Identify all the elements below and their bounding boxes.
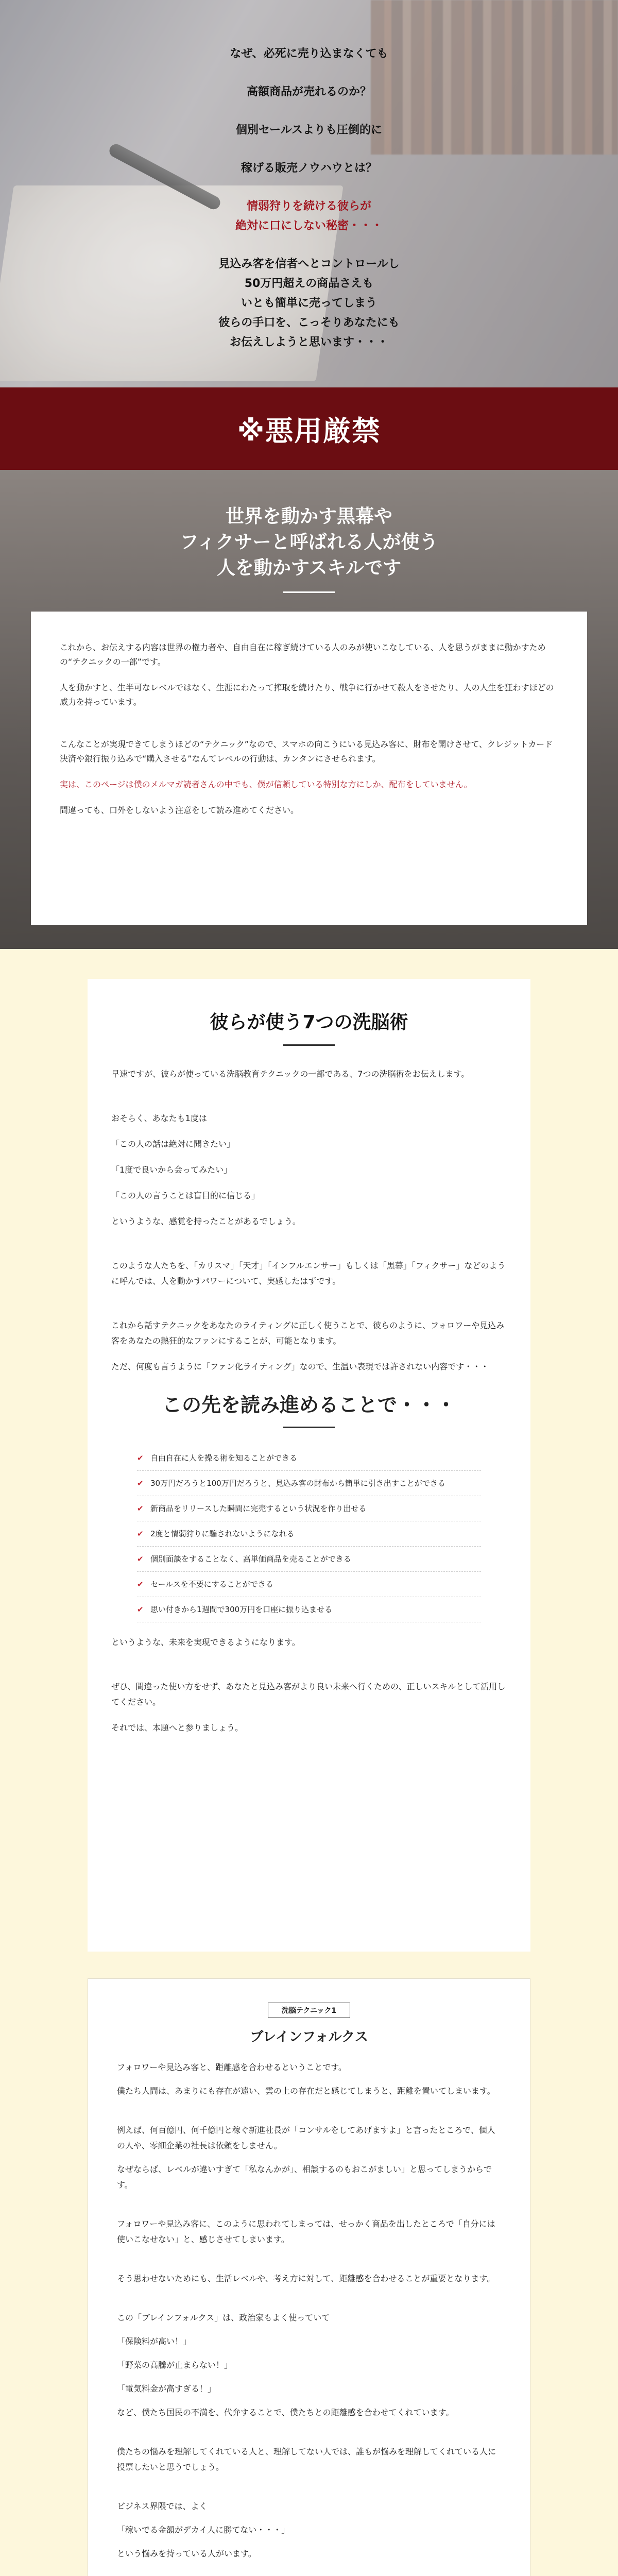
list-item: ✔ セールスを不要にすることができる: [137, 1572, 481, 1597]
hero-closing-line: 彼らの手口を、こっそりあなたにも: [218, 316, 400, 329]
hero-closing-line: 見込み客を信者へとコントロールし: [218, 258, 400, 270]
quote: 「1度で良いから会ってみたい」: [111, 1165, 232, 1175]
check-icon: ✔: [137, 1605, 144, 1614]
list-item: ✔ 思い付きから1週間で300万円を口座に振り込ませる: [137, 1597, 481, 1622]
quote: 「この人の話は絶対に聞きたい」: [111, 1139, 235, 1149]
hero-red-line: 絶対に口にしない秘密・・・: [235, 219, 383, 232]
intro-title-line: フィクサーと呼ばれる人が使う: [180, 532, 438, 553]
intro-section: [0, 470, 618, 949]
paragraph: ビジネス界隈では、よく: [117, 2501, 208, 2511]
paragraph: 例えば、何百億円、何千億円と稼ぐ新進社長が「コンサルをしてあげますよ」と言ったところで、個人の人や、零細企業の社長は依頼をしません。: [117, 2125, 495, 2150]
hero-closing-line: お伝えしようと思います・・・: [229, 336, 388, 349]
technique-card-1: [88, 1978, 530, 2576]
title-divider: [283, 1044, 335, 1046]
quote: 「保険料が高い！」: [117, 2336, 192, 2346]
intro-title: [0, 470, 618, 593]
paragraph: フォロワーや見込み客に、このように思われてしまっては、せっかく商品を出したところで「自分には使いこなせない」と、感じさせてしまいます。: [117, 2219, 495, 2244]
hero-closing-line: 50万円超えの商品さえも: [244, 277, 374, 290]
paragraph: 僕たち人間は、あまりにも存在が遠い、雲の上の存在だと感じてしまうと、距離を置いてしまいます。: [117, 2086, 495, 2096]
benefit-checklist: [137, 1446, 481, 1622]
intro-title-line: 人を動かすスキルです: [216, 557, 402, 579]
list-item: ✔ 新商品をリリースした瞬間に完売するという状況を作り出せる: [137, 1496, 481, 1521]
paragraph: という悩みを持っている人がいます。: [117, 2549, 256, 2558]
hero-line: 高額商品が売れるのか？: [246, 86, 371, 98]
intro-card: [31, 612, 587, 925]
hero-section: [0, 0, 618, 387]
check-icon: ✔: [137, 1529, 144, 1538]
technique-title: ブレインフォルクス: [250, 2029, 368, 2045]
paragraph: というような、感覚を持ったことがあるでしょう。: [111, 1216, 301, 1226]
paragraph: 間違っても、口外をしないよう注意をして読み進めてください。: [60, 805, 299, 815]
paragraph: なぜならば、レベルが違いすぎて「私なんかが」、相談するのもおこがましい」と思ってしまうからです。: [117, 2164, 492, 2190]
quote: 「電気料金が高すぎる！」: [117, 2384, 216, 2394]
list-item: ✔ 30万円だろうと100万円だろうと、見込み客の財布から簡単に引き出すことができる: [137, 1471, 481, 1496]
warning-banner: [0, 387, 618, 470]
intro-title-line: 世界を動かす黒幕や: [225, 506, 392, 527]
hero-text: [0, 44, 618, 352]
paragraph: この「ブレインフォルクス」は、政治家もよく使っていて: [117, 2313, 330, 2323]
quote: 「稼いでる金額がデカイ人に勝てない・・・」: [117, 2525, 290, 2535]
list-item: ✔ 自由自在に人を操る術を知ることができる: [137, 1446, 481, 1471]
paragraph: 人を動かすと、生半可なレベルではなく、生涯にわたって搾取を続けたり、戦争に行かせて殺人をさせたり、人の人生を狂わすほどの威力を持っています。: [60, 683, 554, 707]
paragraph: このような人たちを、「カリスマ」「天才」「インフルエンサー」もしくは「黒幕」「フィクサー」などのように呼んでは、人を動かすパワーについて、実感したはずです。: [111, 1261, 506, 1286]
hero-line: 個別セールスよりも圧倒的に: [235, 124, 383, 137]
check-icon: ✔: [137, 1580, 144, 1589]
paragraph: それでは、本題へと参りましょう。: [111, 1723, 244, 1733]
paragraph: これから話すテクニックをあなたのライティングに正しく使うことで、彼らのように、フォロワーや見込み客をあなたの熱狂的なファンにすることが、可能となります。: [111, 1320, 505, 1346]
paragraph: 僕たちの悩みを理解してくれている人と、理解してない人では、誰もが悩みを理解してくれている人に投票したいと思うでしょう。: [117, 2447, 496, 2472]
paragraph: ぜひ、間違った使い方をせず、あなたと見込み客がより良い未来へ行くための、正しいスキルとして活用してください。: [111, 1682, 506, 1707]
hero-line: なぜ、必死に売り込まなくても: [230, 47, 388, 60]
paragraph: 早速ですが、彼らが使っている洗脳教育テクニックの一部である、7つの洗脳術をお伝えします。: [111, 1069, 470, 1079]
paragraph: など、僕たち国民の不満を、代弁することで、僕たちとの距離感を合わせてくれています。: [117, 2408, 454, 2417]
paragraph: ただ、何度も言うように「ファン化ライティング」なので、生温い表現では許されない内容です・・・: [111, 1362, 489, 1371]
warning-title: ※悪用厳禁: [237, 414, 381, 447]
check-icon: ✔: [137, 1453, 144, 1463]
paragraph-highlight: 実は、このページは僕のメルマガ読者さんの中でも、僕が信頼している特別な方にしか、配布をしていません。: [60, 779, 472, 789]
title-divider: [283, 1427, 335, 1428]
quote: 「野菜の高騰が止まらない！」: [117, 2360, 233, 2370]
list-item: ✔ 個別面談をすることなく、高単価商品を売ることができる: [137, 1547, 481, 1572]
quote: 「この人の言うことは盲目的に信じる」: [111, 1191, 260, 1200]
section-title: 彼らが使う7つの洗脳術: [210, 1012, 408, 1033]
paragraph: おそらく、あなたも1度は: [111, 1113, 207, 1123]
hero-line: 稼げる販売ノウハウとは？: [241, 162, 377, 175]
check-icon: ✔: [137, 1479, 144, 1488]
paragraph: フォロワーや見込み客と、距離感を合わせるということです。: [117, 2062, 347, 2072]
technique-tag: 洗脳テクニック1: [268, 2003, 350, 2018]
hero-closing-line: いとも簡単に売ってしまう: [241, 297, 377, 310]
list-item: ✔ 2度と情弱狩りに騙されないようになれる: [137, 1521, 481, 1547]
check-icon: ✔: [137, 1554, 144, 1564]
check-icon: ✔: [137, 1504, 144, 1513]
paragraph: というような、未来を実現できるようになります。: [111, 1637, 300, 1647]
title-divider: [283, 591, 335, 593]
hero-red-line: 情弱狩りを続ける彼らが: [246, 200, 371, 213]
section-subtitle: この先を読み進めることで・・・: [162, 1394, 456, 1416]
paragraph: こんなことが実現できてしまうほどの“テクニック”なので、スマホの向こうにいる見込み客に、財布を開けさせて、クレジットカード決済や銀行振り込みで“購入させる”なんてレベルの行動は、カンタンにさせられます。: [60, 739, 553, 764]
paragraph: そう思わせないためにも、生活レベルや、考え方に対して、距離感を合わせることが重要となります。: [117, 2274, 495, 2283]
paragraph: これから、お伝えする内容は世界の権力者や、自由自在に稼ぎ続けている人のみが使いこなしている、人を思うがままに動かすための“テクニックの一部”です。: [60, 642, 546, 667]
seven-techniques-card: [88, 979, 530, 1952]
